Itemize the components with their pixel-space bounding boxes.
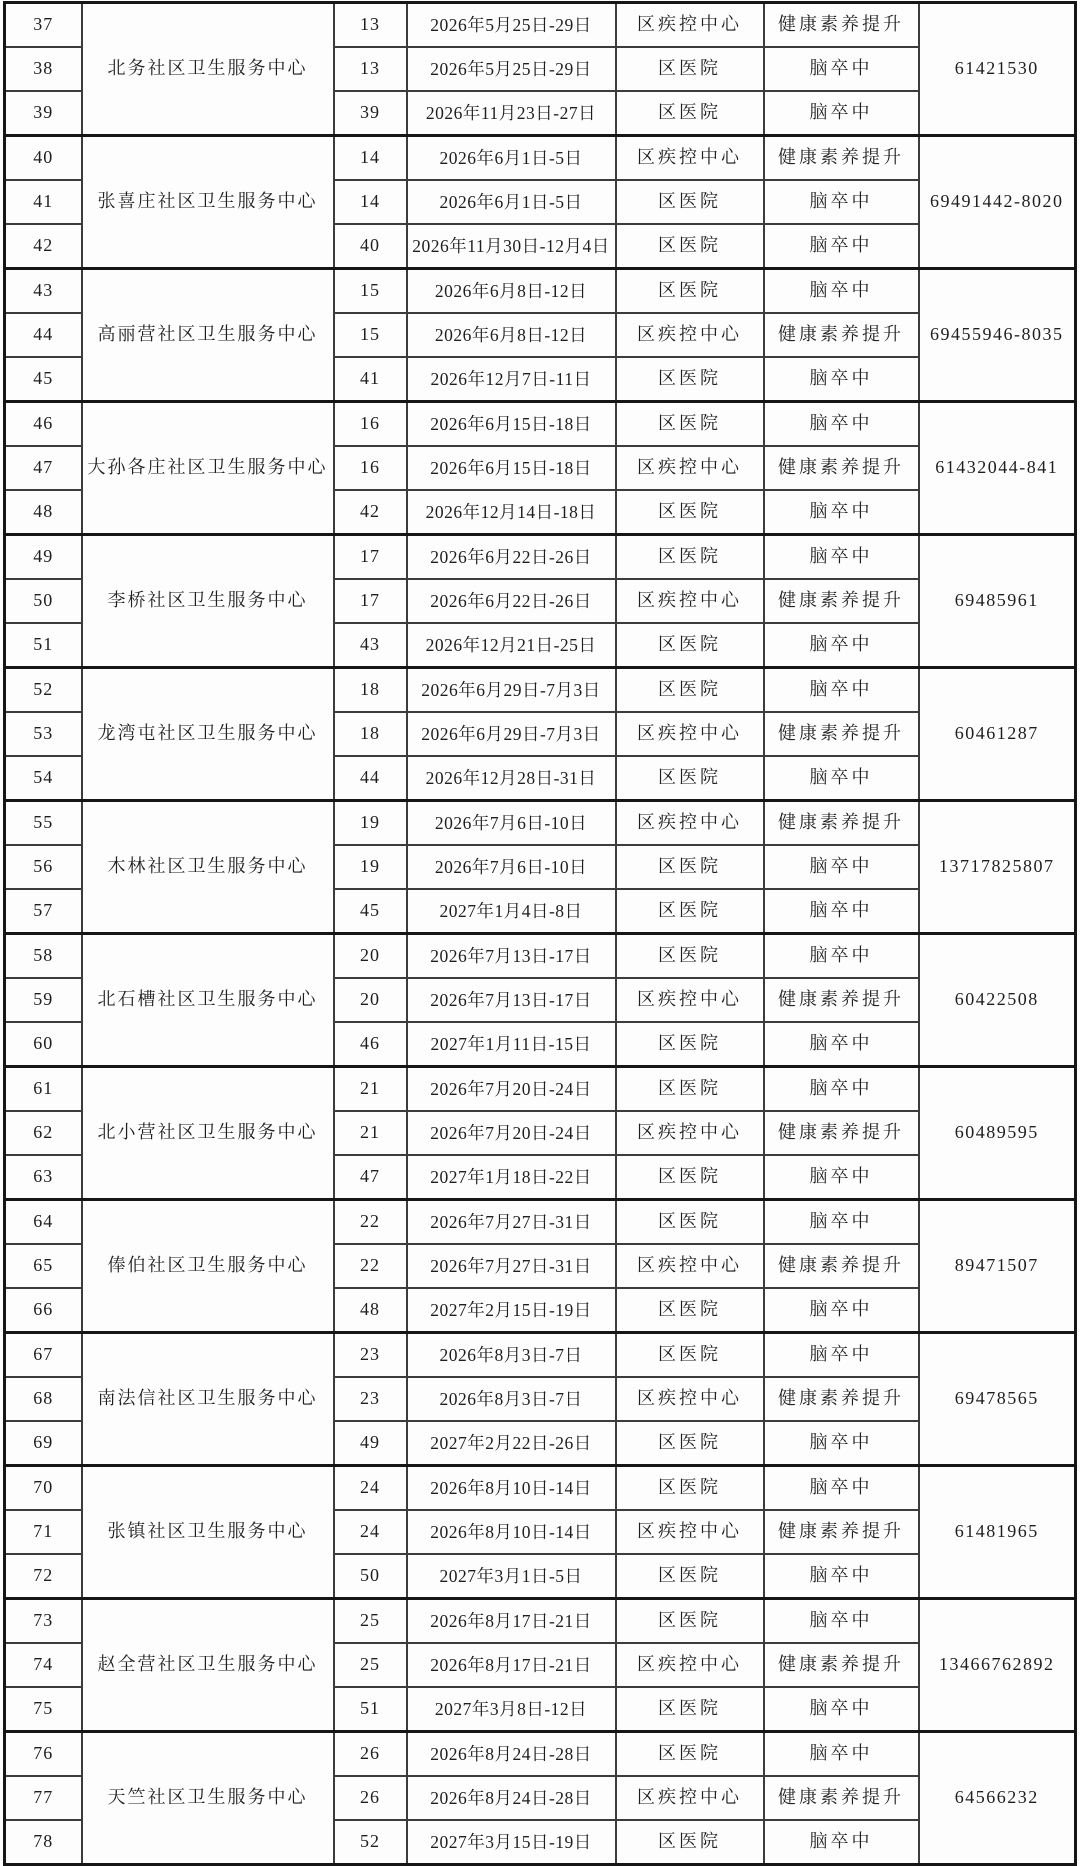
location-cell: 区医院 <box>616 91 764 136</box>
row-number-cell: 76 <box>5 1732 82 1777</box>
date-cell: 2026年6月22日-26日 <box>407 535 616 580</box>
location-cell: 区医院 <box>616 1067 764 1112</box>
date-cell: 2027年1月11日-15日 <box>407 1022 616 1067</box>
row-number-cell: 45 <box>5 357 82 402</box>
session-number-cell: 19 <box>334 801 407 846</box>
session-number-cell: 23 <box>334 1377 407 1421</box>
row-number-cell: 53 <box>5 712 82 756</box>
location-cell: 区疾控中心 <box>616 1377 764 1421</box>
table-row <box>5 1067 1076 1112</box>
location-cell: 区疾控中心 <box>616 712 764 756</box>
topic-cell: 脑卒中 <box>764 1599 919 1644</box>
table-row <box>5 3 1076 48</box>
row-number-cell: 74 <box>5 1643 82 1687</box>
date-cell: 2027年3月8日-12日 <box>407 1687 616 1732</box>
location-cell: 区医院 <box>616 1288 764 1333</box>
topic-cell: 脑卒中 <box>764 1687 919 1732</box>
session-number-cell: 17 <box>334 579 407 623</box>
center-name-cell: 北小营社区卫生服务中心 <box>82 1067 334 1200</box>
session-number-cell: 24 <box>334 1466 407 1511</box>
session-number-cell: 20 <box>334 934 407 979</box>
row-number-cell: 66 <box>5 1288 82 1333</box>
session-number-cell: 49 <box>334 1421 407 1466</box>
session-number-cell: 22 <box>334 1244 407 1288</box>
topic-cell: 脑卒中 <box>764 490 919 535</box>
location-cell: 区疾控中心 <box>616 1510 764 1554</box>
center-name-cell: 南法信社区卫生服务中心 <box>82 1333 334 1466</box>
row-number-cell: 58 <box>5 934 82 979</box>
row-number-cell: 44 <box>5 313 82 357</box>
topic-cell: 健康素养提升 <box>764 1643 919 1687</box>
date-cell: 2027年2月15日-19日 <box>407 1288 616 1333</box>
session-number-cell: 21 <box>334 1067 407 1112</box>
topic-cell: 脑卒中 <box>764 1732 919 1777</box>
session-number-cell: 41 <box>334 357 407 402</box>
row-number-cell: 63 <box>5 1155 82 1200</box>
row-number-cell: 59 <box>5 978 82 1022</box>
date-cell: 2026年11月30日-12月4日 <box>407 224 616 269</box>
phone-cell: 60461287 <box>919 668 1076 801</box>
date-cell: 2026年8月24日-28日 <box>407 1776 616 1820</box>
topic-cell: 脑卒中 <box>764 623 919 668</box>
topic-cell: 脑卒中 <box>764 535 919 580</box>
session-number-cell: 14 <box>334 180 407 224</box>
topic-cell: 健康素养提升 <box>764 446 919 490</box>
session-number-cell: 21 <box>334 1111 407 1155</box>
row-number-cell: 67 <box>5 1333 82 1378</box>
location-cell: 区疾控中心 <box>616 1643 764 1687</box>
row-number-cell: 38 <box>5 47 82 91</box>
row-number-cell: 78 <box>5 1820 82 1865</box>
location-cell: 区医院 <box>616 1466 764 1511</box>
session-number-cell: 43 <box>334 623 407 668</box>
center-name-cell: 张镇社区卫生服务中心 <box>82 1466 334 1599</box>
date-cell: 2027年3月1日-5日 <box>407 1554 616 1599</box>
training-schedule-table <box>3 1 1077 1866</box>
topic-cell: 健康素养提升 <box>764 136 919 181</box>
session-number-cell: 23 <box>334 1333 407 1378</box>
location-cell: 区疾控中心 <box>616 1111 764 1155</box>
center-name-cell: 北石槽社区卫生服务中心 <box>82 934 334 1067</box>
table-row <box>5 136 1076 181</box>
session-number-cell: 44 <box>334 756 407 801</box>
date-cell: 2027年3月15日-19日 <box>407 1820 616 1865</box>
session-number-cell: 14 <box>334 136 407 181</box>
table-row <box>5 801 1076 846</box>
date-cell: 2026年8月10日-14日 <box>407 1510 616 1554</box>
row-number-cell: 75 <box>5 1687 82 1732</box>
table-row <box>5 1466 1076 1511</box>
session-number-cell: 17 <box>334 535 407 580</box>
row-number-cell: 41 <box>5 180 82 224</box>
date-cell: 2026年6月15日-18日 <box>407 446 616 490</box>
session-number-cell: 13 <box>334 3 407 48</box>
session-number-cell: 24 <box>334 1510 407 1554</box>
topic-cell: 脑卒中 <box>764 889 919 934</box>
topic-cell: 健康素养提升 <box>764 712 919 756</box>
date-cell: 2026年8月17日-21日 <box>407 1599 616 1644</box>
table-row <box>5 535 1076 580</box>
date-cell: 2026年7月20日-24日 <box>407 1067 616 1112</box>
date-cell: 2026年8月3日-7日 <box>407 1377 616 1421</box>
topic-cell: 脑卒中 <box>764 1022 919 1067</box>
phone-cell: 69478565 <box>919 1333 1076 1466</box>
phone-cell: 69491442-8020 <box>919 136 1076 269</box>
session-number-cell: 50 <box>334 1554 407 1599</box>
row-number-cell: 55 <box>5 801 82 846</box>
session-number-cell: 25 <box>334 1599 407 1644</box>
phone-cell: 61432044-841 <box>919 402 1076 535</box>
table-row <box>5 1333 1076 1378</box>
date-cell: 2026年6月1日-5日 <box>407 180 616 224</box>
date-cell: 2026年12月14日-18日 <box>407 490 616 535</box>
location-cell: 区医院 <box>616 845 764 889</box>
date-cell: 2026年12月7日-11日 <box>407 357 616 402</box>
date-cell: 2027年1月4日-8日 <box>407 889 616 934</box>
session-number-cell: 13 <box>334 47 407 91</box>
session-number-cell: 51 <box>334 1687 407 1732</box>
date-cell: 2026年6月1日-5日 <box>407 136 616 181</box>
table-row <box>5 402 1076 447</box>
session-number-cell: 45 <box>334 889 407 934</box>
topic-cell: 脑卒中 <box>764 668 919 713</box>
location-cell: 区医院 <box>616 756 764 801</box>
location-cell: 区医院 <box>616 889 764 934</box>
date-cell: 2026年8月17日-21日 <box>407 1643 616 1687</box>
location-cell: 区医院 <box>616 535 764 580</box>
date-cell: 2026年6月8日-12日 <box>407 269 616 314</box>
topic-cell: 脑卒中 <box>764 1067 919 1112</box>
location-cell: 区医院 <box>616 668 764 713</box>
row-number-cell: 69 <box>5 1421 82 1466</box>
topic-cell: 脑卒中 <box>764 1288 919 1333</box>
location-cell: 区医院 <box>616 1333 764 1378</box>
phone-cell: 89471507 <box>919 1200 1076 1333</box>
date-cell: 2026年8月3日-7日 <box>407 1333 616 1378</box>
phone-cell: 69485961 <box>919 535 1076 668</box>
phone-cell: 60489595 <box>919 1067 1076 1200</box>
session-number-cell: 40 <box>334 224 407 269</box>
session-number-cell: 47 <box>334 1155 407 1200</box>
center-name-cell: 李桥社区卫生服务中心 <box>82 535 334 668</box>
row-number-cell: 40 <box>5 136 82 181</box>
location-cell: 区医院 <box>616 1599 764 1644</box>
phone-cell: 13717825807 <box>919 801 1076 934</box>
row-number-cell: 72 <box>5 1554 82 1599</box>
topic-cell: 脑卒中 <box>764 1466 919 1511</box>
row-number-cell: 54 <box>5 756 82 801</box>
session-number-cell: 25 <box>334 1643 407 1687</box>
table-row <box>5 1599 1076 1644</box>
topic-cell: 脑卒中 <box>764 1200 919 1245</box>
session-number-cell: 42 <box>334 490 407 535</box>
center-name-cell: 大孙各庄社区卫生服务中心 <box>82 402 334 535</box>
row-number-cell: 51 <box>5 623 82 668</box>
location-cell: 区疾控中心 <box>616 1776 764 1820</box>
topic-cell: 健康素养提升 <box>764 1244 919 1288</box>
location-cell: 区医院 <box>616 1732 764 1777</box>
row-number-cell: 50 <box>5 579 82 623</box>
session-number-cell: 16 <box>334 446 407 490</box>
row-number-cell: 70 <box>5 1466 82 1511</box>
session-number-cell: 26 <box>334 1732 407 1777</box>
center-name-cell: 高丽营社区卫生服务中心 <box>82 269 334 402</box>
session-number-cell: 39 <box>334 91 407 136</box>
session-number-cell: 48 <box>334 1288 407 1333</box>
row-number-cell: 46 <box>5 402 82 447</box>
location-cell: 区医院 <box>616 224 764 269</box>
topic-cell: 健康素养提升 <box>764 1377 919 1421</box>
date-cell: 2026年7月13日-17日 <box>407 978 616 1022</box>
date-cell: 2026年8月24日-28日 <box>407 1732 616 1777</box>
phone-cell: 64566232 <box>919 1732 1076 1865</box>
location-cell: 区疾控中心 <box>616 313 764 357</box>
topic-cell: 脑卒中 <box>764 180 919 224</box>
session-number-cell: 46 <box>334 1022 407 1067</box>
date-cell: 2026年12月21日-25日 <box>407 623 616 668</box>
topic-cell: 健康素养提升 <box>764 3 919 48</box>
date-cell: 2026年6月15日-18日 <box>407 402 616 447</box>
table-row <box>5 269 1076 314</box>
date-cell: 2026年7月20日-24日 <box>407 1111 616 1155</box>
location-cell: 区医院 <box>616 623 764 668</box>
row-number-cell: 49 <box>5 535 82 580</box>
session-number-cell: 26 <box>334 1776 407 1820</box>
topic-cell: 脑卒中 <box>764 1554 919 1599</box>
topic-cell: 脑卒中 <box>764 845 919 889</box>
session-number-cell: 19 <box>334 845 407 889</box>
location-cell: 区疾控中心 <box>616 3 764 48</box>
topic-cell: 脑卒中 <box>764 357 919 402</box>
phone-cell: 61421530 <box>919 3 1076 136</box>
topic-cell: 健康素养提升 <box>764 1111 919 1155</box>
date-cell: 2026年12月28日-31日 <box>407 756 616 801</box>
phone-cell: 69455946-8035 <box>919 269 1076 402</box>
table-row <box>5 1200 1076 1245</box>
topic-cell: 健康素养提升 <box>764 978 919 1022</box>
row-number-cell: 56 <box>5 845 82 889</box>
location-cell: 区医院 <box>616 1554 764 1599</box>
topic-cell: 脑卒中 <box>764 934 919 979</box>
topic-cell: 脑卒中 <box>764 269 919 314</box>
row-number-cell: 42 <box>5 224 82 269</box>
location-cell: 区医院 <box>616 357 764 402</box>
date-cell: 2026年6月22日-26日 <box>407 579 616 623</box>
table-row <box>5 934 1076 979</box>
session-number-cell: 15 <box>334 313 407 357</box>
location-cell: 区疾控中心 <box>616 136 764 181</box>
table-row <box>5 668 1076 713</box>
location-cell: 区疾控中心 <box>616 579 764 623</box>
topic-cell: 健康素养提升 <box>764 313 919 357</box>
date-cell: 2026年6月29日-7月3日 <box>407 712 616 756</box>
date-cell: 2026年7月13日-17日 <box>407 934 616 979</box>
date-cell: 2027年1月18日-22日 <box>407 1155 616 1200</box>
topic-cell: 脑卒中 <box>764 756 919 801</box>
topic-cell: 脑卒中 <box>764 1333 919 1378</box>
location-cell: 区疾控中心 <box>616 801 764 846</box>
topic-cell: 脑卒中 <box>764 91 919 136</box>
location-cell: 区医院 <box>616 934 764 979</box>
session-number-cell: 15 <box>334 269 407 314</box>
center-name-cell: 俸伯社区卫生服务中心 <box>82 1200 334 1333</box>
row-number-cell: 57 <box>5 889 82 934</box>
topic-cell: 脑卒中 <box>764 1155 919 1200</box>
date-cell: 2026年11月23日-27日 <box>407 91 616 136</box>
date-cell: 2026年6月29日-7月3日 <box>407 668 616 713</box>
center-name-cell: 北务社区卫生服务中心 <box>82 3 334 136</box>
date-cell: 2026年7月27日-31日 <box>407 1244 616 1288</box>
row-number-cell: 37 <box>5 3 82 48</box>
row-number-cell: 52 <box>5 668 82 713</box>
date-cell: 2026年7月6日-10日 <box>407 801 616 846</box>
location-cell: 区医院 <box>616 1421 764 1466</box>
date-cell: 2026年8月10日-14日 <box>407 1466 616 1511</box>
topic-cell: 健康素养提升 <box>764 1510 919 1554</box>
date-cell: 2026年6月8日-12日 <box>407 313 616 357</box>
row-number-cell: 71 <box>5 1510 82 1554</box>
location-cell: 区医院 <box>616 402 764 447</box>
date-cell: 2026年5月25日-29日 <box>407 47 616 91</box>
location-cell: 区疾控中心 <box>616 446 764 490</box>
table-row <box>5 1732 1076 1777</box>
phone-cell: 61481965 <box>919 1466 1076 1599</box>
phone-cell: 60422508 <box>919 934 1076 1067</box>
topic-cell: 健康素养提升 <box>764 579 919 623</box>
location-cell: 区疾控中心 <box>616 1244 764 1288</box>
row-number-cell: 64 <box>5 1200 82 1245</box>
row-number-cell: 47 <box>5 446 82 490</box>
row-number-cell: 39 <box>5 91 82 136</box>
location-cell: 区医院 <box>616 490 764 535</box>
row-number-cell: 43 <box>5 269 82 314</box>
topic-cell: 健康素养提升 <box>764 1776 919 1820</box>
location-cell: 区疾控中心 <box>616 978 764 1022</box>
topic-cell: 脑卒中 <box>764 402 919 447</box>
row-number-cell: 48 <box>5 490 82 535</box>
session-number-cell: 16 <box>334 402 407 447</box>
topic-cell: 脑卒中 <box>764 47 919 91</box>
center-name-cell: 木林社区卫生服务中心 <box>82 801 334 934</box>
row-number-cell: 73 <box>5 1599 82 1644</box>
session-number-cell: 20 <box>334 978 407 1022</box>
session-number-cell: 18 <box>334 712 407 756</box>
location-cell: 区医院 <box>616 47 764 91</box>
row-number-cell: 68 <box>5 1377 82 1421</box>
center-name-cell: 龙湾屯社区卫生服务中心 <box>82 668 334 801</box>
row-number-cell: 61 <box>5 1067 82 1112</box>
row-number-cell: 65 <box>5 1244 82 1288</box>
session-number-cell: 22 <box>334 1200 407 1245</box>
date-cell: 2026年5月25日-29日 <box>407 3 616 48</box>
center-name-cell: 天竺社区卫生服务中心 <box>82 1732 334 1865</box>
row-number-cell: 60 <box>5 1022 82 1067</box>
date-cell: 2026年7月27日-31日 <box>407 1200 616 1245</box>
location-cell: 区医院 <box>616 180 764 224</box>
topic-cell: 脑卒中 <box>764 1421 919 1466</box>
row-number-cell: 62 <box>5 1111 82 1155</box>
location-cell: 区医院 <box>616 1687 764 1732</box>
location-cell: 区医院 <box>616 1820 764 1865</box>
location-cell: 区医院 <box>616 1022 764 1067</box>
topic-cell: 健康素养提升 <box>764 801 919 846</box>
location-cell: 区医院 <box>616 269 764 314</box>
topic-cell: 脑卒中 <box>764 1820 919 1865</box>
center-name-cell: 张喜庄社区卫生服务中心 <box>82 136 334 269</box>
phone-cell: 13466762892 <box>919 1599 1076 1732</box>
date-cell: 2027年2月22日-26日 <box>407 1421 616 1466</box>
session-number-cell: 52 <box>334 1820 407 1865</box>
location-cell: 区医院 <box>616 1155 764 1200</box>
row-number-cell: 77 <box>5 1776 82 1820</box>
date-cell: 2026年7月6日-10日 <box>407 845 616 889</box>
topic-cell: 脑卒中 <box>764 224 919 269</box>
center-name-cell: 赵全营社区卫生服务中心 <box>82 1599 334 1732</box>
session-number-cell: 18 <box>334 668 407 713</box>
location-cell: 区医院 <box>616 1200 764 1245</box>
